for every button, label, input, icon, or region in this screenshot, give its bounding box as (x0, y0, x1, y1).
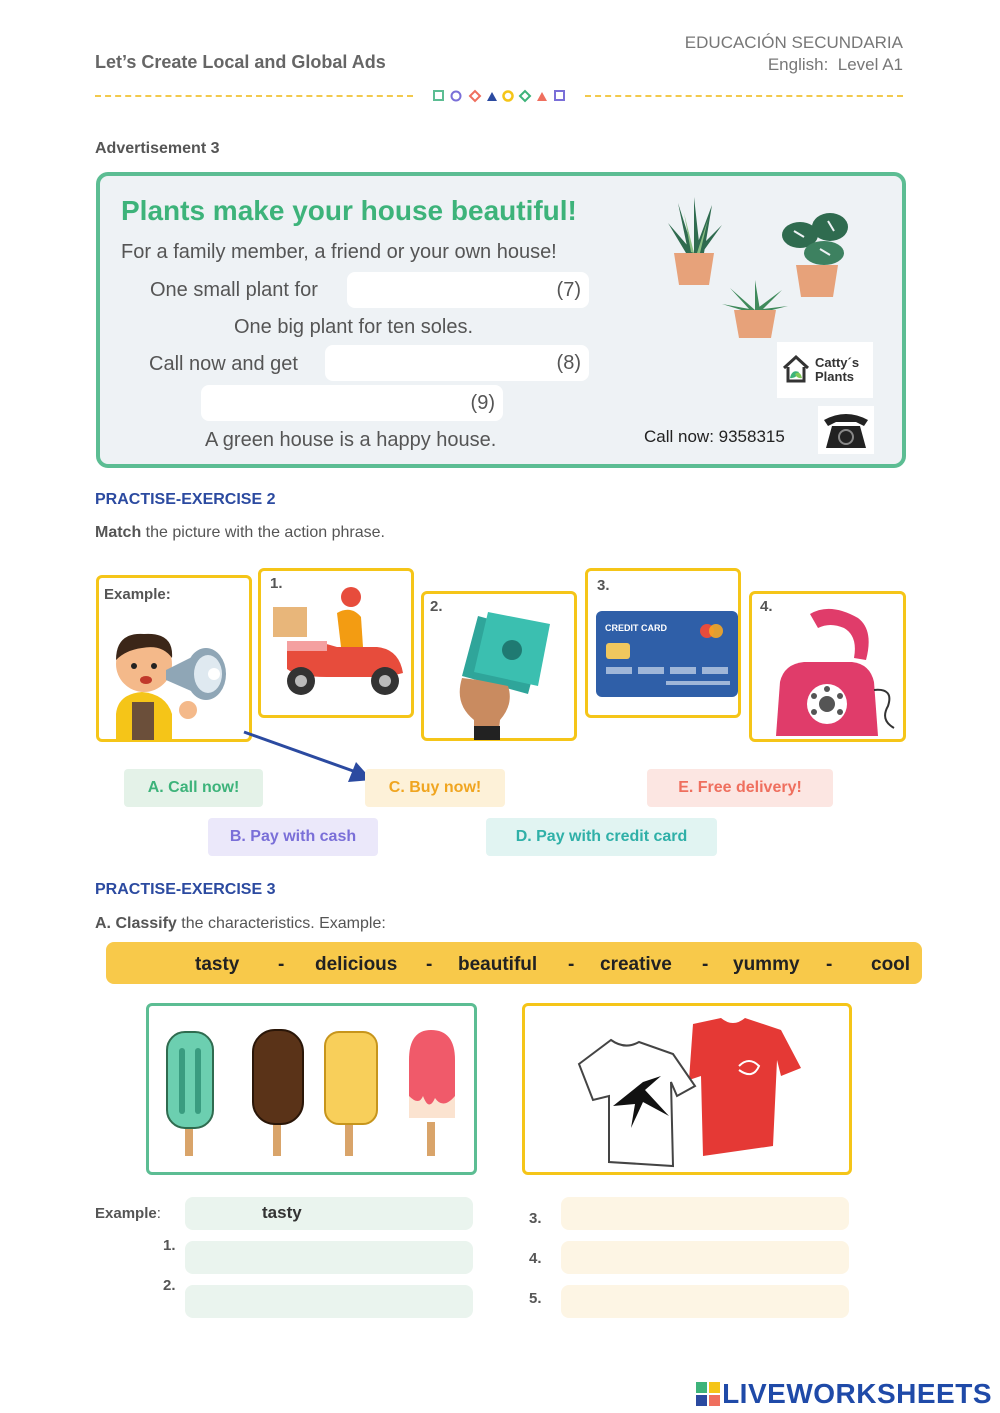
exercise-3-instruction (95, 915, 386, 933)
ad-line-5: A green house is a happy house. (205, 429, 497, 451)
option-b-pay-with-cash[interactable]: B. Pay with cash (208, 818, 378, 856)
picture-frame-3 (585, 568, 741, 718)
word-cool[interactable]: cool (871, 954, 911, 975)
level-line-2: English: Level A1 (767, 55, 903, 74)
delivery-scooter-icon (267, 577, 411, 717)
instruction-text: the picture with the action phrase. (141, 524, 385, 541)
level-info (685, 32, 903, 76)
blank-8-input[interactable] (325, 345, 589, 381)
ice-cream-picture (146, 1003, 477, 1175)
blank-7-number: (7) (556, 279, 581, 301)
example-label-text: Example (95, 1205, 157, 1222)
monstera-plant-icon (780, 205, 852, 299)
word-separator: - (278, 954, 285, 975)
tshirt-picture (522, 1003, 852, 1175)
aloe-plant-icon (720, 278, 790, 340)
card-chip (606, 643, 630, 659)
answer-field-2[interactable] (185, 1285, 473, 1318)
instruction-verb: A. Classify (95, 915, 177, 932)
option-c-buy-now[interactable]: C. Buy now! (365, 769, 505, 807)
picture-frame-2 (421, 591, 577, 741)
ad-line-1: For a family member, a friend or your own house! (121, 241, 557, 263)
level-line-1: EDUCACIÓN SECUNDARIA (684, 33, 903, 52)
answer-number-5: 5. (529, 1290, 542, 1307)
picture-frame-4 (749, 591, 906, 742)
picture-frame-1 (258, 568, 414, 718)
word-separator: - (568, 954, 575, 975)
option-a-call-now[interactable]: A. Call now! (124, 769, 263, 807)
rotary-phone-image (818, 406, 874, 454)
cash-in-hand-icon (444, 608, 564, 740)
answer-number-1: 1. (163, 1237, 176, 1254)
answer-field-4[interactable] (561, 1241, 849, 1274)
word-bank (106, 942, 922, 984)
blank-9-number: (9) (470, 392, 495, 414)
house-leaf-icon (781, 354, 811, 384)
example-label-colon: : (156, 1205, 161, 1222)
ad-line-2: One small plant for (150, 279, 318, 301)
answer-number-3: 3. (529, 1210, 542, 1227)
card-number (606, 667, 730, 674)
answer-number-4: 4. (529, 1250, 542, 1267)
snake-plant-icon (664, 195, 724, 287)
worksheet-title: Let’s Create Local and Global Ads (95, 52, 386, 72)
picture-4-number: 4. (760, 598, 773, 615)
word-creative[interactable]: creative (600, 954, 672, 975)
answer-field-1[interactable] (185, 1241, 473, 1274)
liveworksheets-logo-icon (696, 1382, 720, 1406)
answer-number-2: 2. (163, 1277, 176, 1294)
ad-line-4: Call now and get (149, 353, 298, 375)
logo-text-1: Catty´s (815, 355, 860, 370)
word-beautiful[interactable]: beautiful (458, 954, 538, 975)
liveworksheets-logo (696, 1378, 992, 1410)
header-divider-left (95, 95, 413, 97)
word-separator: - (826, 954, 833, 975)
liveworksheets-brand: LIVEWORKSHEETS (722, 1378, 992, 1409)
boy-megaphone-icon (102, 614, 252, 740)
logo-text-2: Plants (815, 369, 855, 384)
exercise-2-title: PRACTISE-EXERCISE 2 (95, 491, 276, 508)
word-yummy[interactable]: yummy (733, 954, 800, 975)
ad-headline: Plants make your house beautiful! (121, 195, 577, 226)
answer-field-5[interactable] (561, 1285, 849, 1318)
card-name-line (666, 681, 730, 685)
example-answer-field (185, 1197, 473, 1230)
blank-7-input[interactable] (347, 272, 589, 308)
option-d-pay-with-credit-card[interactable]: D. Pay with credit card (486, 818, 717, 856)
picture-3-number: 3. (597, 577, 610, 594)
tshirts-icon (573, 1016, 813, 1168)
decorative-shapes-icon (433, 89, 567, 103)
word-separator: - (702, 954, 709, 975)
call-now-number: Call now: 9358315 (644, 427, 785, 446)
word-tasty[interactable]: tasty (195, 954, 240, 975)
ad-line-3: One big plant for ten soles. (234, 316, 474, 338)
example-label: Example: (104, 586, 171, 603)
header-divider-right (585, 95, 903, 97)
rotary-phone-icon (820, 408, 872, 452)
word-separator: - (426, 954, 433, 975)
example-answer: tasty (262, 1203, 302, 1222)
exercise-2-instruction (95, 524, 385, 542)
answer-field-3[interactable] (561, 1197, 849, 1230)
word-delicious[interactable]: delicious (315, 954, 398, 975)
example-label (95, 1205, 161, 1222)
example-picture-frame (96, 575, 252, 742)
exercise-3-title: PRACTISE-EXERCISE 3 (95, 881, 276, 898)
picture-1-number: 1. (270, 575, 283, 592)
ice-cream-icon (159, 1026, 467, 1158)
credit-card-icon (596, 611, 738, 697)
card-text: CREDIT CARD (605, 623, 667, 633)
blank-8-number: (8) (556, 352, 581, 374)
cattys-plants-logo (777, 342, 873, 398)
instruction-text: the characteristics. Example: (176, 915, 386, 932)
option-e-free-delivery[interactable]: E. Free delivery! (647, 769, 833, 807)
telephone-icon (770, 600, 900, 740)
picture-2-number: 2. (430, 598, 443, 615)
blank-9-input[interactable] (201, 385, 503, 421)
advertisement-label: Advertisement 3 (95, 140, 220, 157)
card-logo-orange (709, 624, 723, 638)
instruction-verb: Match (95, 524, 142, 541)
